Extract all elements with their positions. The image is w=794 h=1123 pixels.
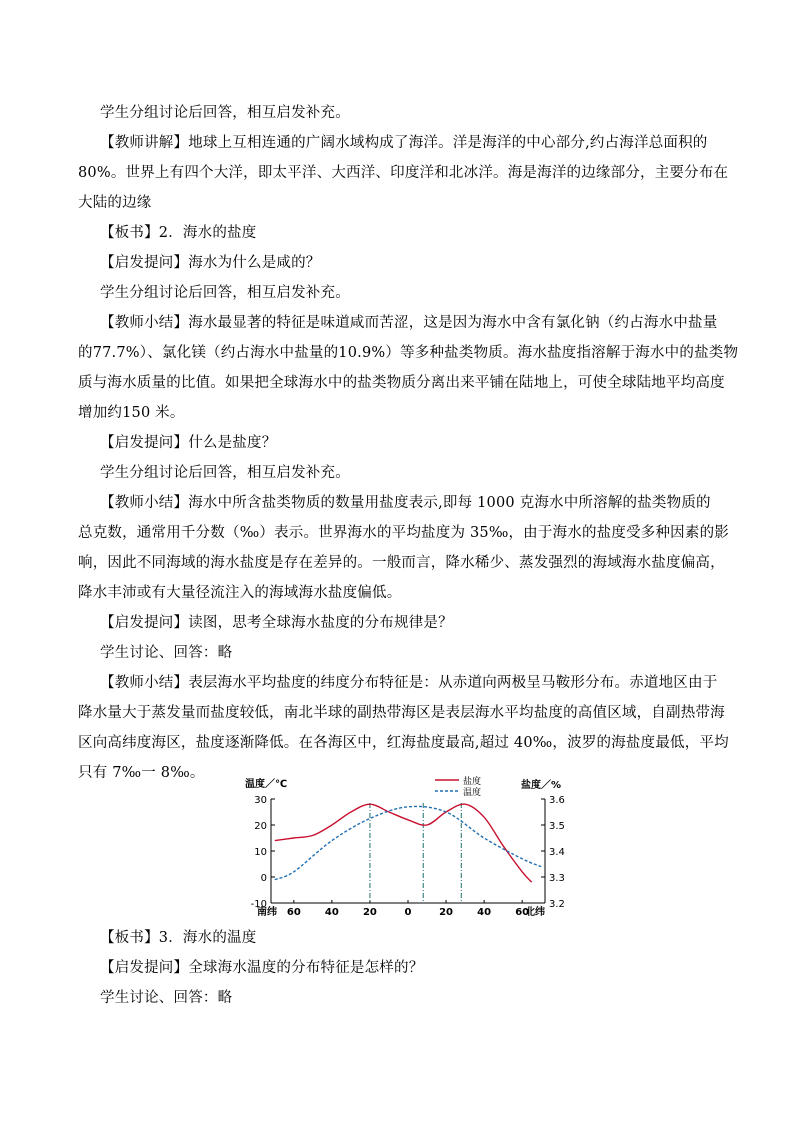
- text-line: 总克数，通常用千分数（‰）表示。世界海水的平均盐度为 35‰，由于海水的盐度受多种因素的影: [78, 525, 729, 541]
- paragraph: [100, 953, 725, 983]
- text-line: 【启发提问】海水为什么是咸的？: [100, 255, 321, 271]
- paragraph: [78, 488, 729, 608]
- text-line: 【板书】3．海水的温度: [100, 930, 257, 946]
- text-line: 【教师小结】海水中所含盐类物质的数量用盐度表示,即每 1000 克海水中所溶解的盐类物质的: [100, 495, 711, 511]
- text-line: 80%。世界上有四个大洋，即太平洋、大西洋、印度洋和北冰洋。海是海洋的边缘部分，主要分布在: [78, 165, 729, 181]
- y-left-tick-label: 10: [254, 847, 267, 858]
- text-line: 【教师小结】海水最显著的特征是味道咸而苦涩，这是因为海水中含有氯化钠（约占海水中盐量: [100, 315, 718, 331]
- text-line: 学生讨论、回答：略: [100, 990, 233, 1006]
- paragraph: [100, 248, 725, 278]
- text-line: 学生分组讨论后回答，相互启发补充。: [100, 105, 350, 121]
- paragraph: [78, 668, 729, 788]
- salinity-temperature-chart: [243, 773, 583, 918]
- x-tick-label: 60: [515, 907, 530, 918]
- text-line: 大陆的边缘: [78, 195, 152, 211]
- x-tick-label: 20: [439, 907, 454, 918]
- y-left-title: 温度／℃: [245, 779, 288, 790]
- paragraph: [100, 98, 725, 128]
- text-line: 【教师讲解】地球上互相连通的广阔水域构成了海洋。洋是海洋的中心部分,约占海洋总面积的: [100, 135, 708, 151]
- y-right-tick-label: 3.4: [549, 847, 565, 858]
- x-tick-label: 40: [324, 907, 339, 918]
- text-line: 【板书】2．海水的盐度: [100, 225, 257, 241]
- text-line: 学生讨论、回答：略: [100, 645, 233, 661]
- paragraph: [100, 638, 725, 668]
- y-right-tick-label: 3.3: [549, 873, 565, 884]
- paragraph: [100, 458, 725, 488]
- paragraph: [100, 983, 725, 1013]
- x-tick-label: 40: [477, 907, 492, 918]
- y-left-tick-label: 0: [260, 873, 267, 884]
- y-right-tick-label: 3.2: [549, 899, 565, 910]
- paragraph: [100, 923, 725, 953]
- y-left-tick-label: 20: [254, 821, 267, 832]
- text-line: 只有 7‰一 8‰。: [78, 765, 205, 781]
- text-line: 【启发提问】读图，思考全球海水盐度的分布规律是？: [100, 615, 453, 631]
- text-line: 学生分组讨论后回答，相互启发补充。: [100, 465, 350, 481]
- paragraph: [78, 128, 729, 218]
- paragraph: [78, 308, 739, 428]
- text-line: 【启发提问】全球海水温度的分布特征是怎样的？: [100, 960, 424, 976]
- text-line: 【启发提问】什么是盐度？: [100, 435, 277, 451]
- text-line: 【教师小结】表层海水平均盐度的纬度分布特征是：从赤道向两极呈马鞍形分布。赤道地区由于: [100, 675, 718, 691]
- chart-svg: [243, 773, 583, 918]
- legend-salinity-label: 盐度: [463, 777, 482, 787]
- y-right-tick-label: 3.6: [549, 795, 565, 806]
- x-tick-label: 20: [362, 907, 377, 918]
- paragraph: [100, 218, 725, 248]
- x-tick-label: 60: [286, 907, 301, 918]
- text-line: 降水量大于蒸发量而盐度较低，南北半球的副热带海区是表层海水平均盐度的高值区域，自副热带海: [78, 705, 725, 721]
- y-right-tick-label: 3.5: [549, 821, 565, 832]
- text-line: 学生分组讨论后回答，相互启发补充。: [100, 285, 350, 301]
- paragraph: [100, 428, 725, 458]
- text-line: 响，因此不同海域的海水盐度是存在差异的。一般而言，降水稀少、蒸发强烈的海域海水盐度偏高，: [78, 555, 725, 571]
- x-tick-label: 北纬: [525, 907, 545, 918]
- x-tick-label: 0: [404, 907, 412, 918]
- text-line: 区向高纬度海区，盐度逐渐降低。在各海区中，红海盐度最高,超过 40‰，波罗的海盐度最低，平均: [78, 735, 729, 751]
- y-right-title: 盐度／%: [521, 780, 562, 791]
- series-salinity-line: [275, 804, 532, 882]
- legend-temperature-label: 温度: [463, 788, 482, 798]
- text-line: 质与海水质量的比值。如果把全球海水中的盐类物质分离出来平铺在陆地上，可使全球陆地平均高度: [78, 375, 725, 391]
- x-tick-label: 南纬: [257, 907, 277, 918]
- text-line: 的77.7%）、氯化镁（约占海水中盐量的10.9%）等多种盐类物质。海水盐度指溶解于海水中的盐类物: [78, 345, 739, 361]
- text-line: 降水丰沛或有大量径流注入的海域海水盐度偏低。: [78, 585, 402, 601]
- paragraph: [100, 278, 725, 308]
- text-line: 增加约150 米。: [78, 405, 185, 421]
- y-left-tick-label: 30: [254, 795, 267, 806]
- y-left-tick-label: -10: [250, 899, 267, 910]
- paragraph: [100, 608, 725, 638]
